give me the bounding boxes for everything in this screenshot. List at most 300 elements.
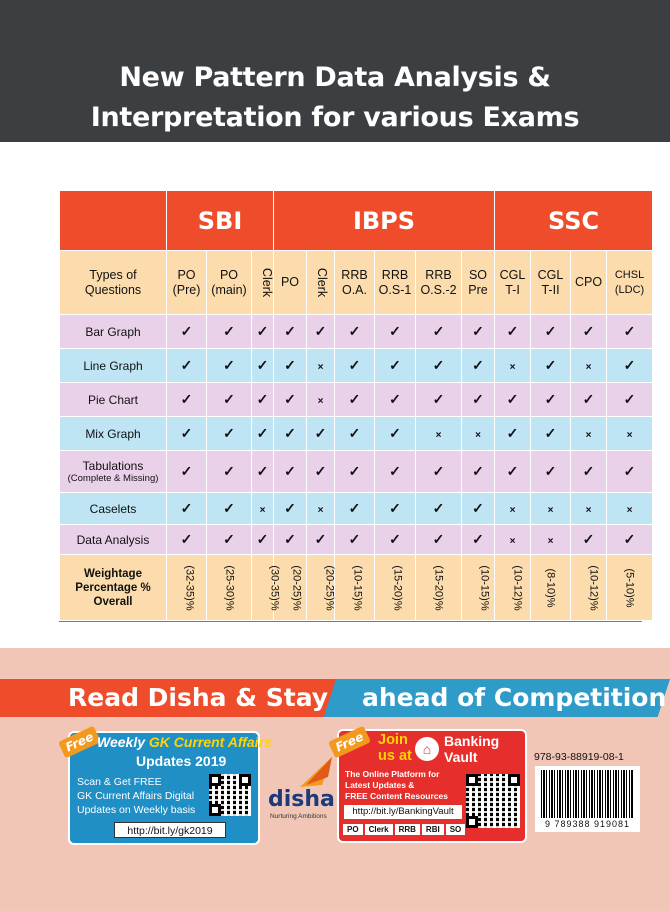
weightage-cell [531,555,571,621]
check-icon [335,315,375,349]
mark-text: ✓ [256,425,269,441]
mark-text: ✓ [223,531,235,547]
weightage-value: (10-15)% [478,564,491,611]
check-icon [167,525,207,555]
banking-vault-text-line: The Online Platform for [345,769,440,779]
check-icon [416,493,462,525]
column-header: CGL T-II [531,251,571,315]
check-icon [375,451,416,493]
table-row [60,525,653,555]
check-icon [335,451,375,493]
qr-finder [508,774,520,786]
exam-table [59,190,653,621]
disha-logo-tagline: Nurturing Ambitions [270,813,327,820]
check-icon [607,349,653,383]
check-icon [571,315,607,349]
weightage-value: (32-35)% [183,564,196,611]
qr-finder [239,774,251,786]
check-icon [416,451,462,493]
check-icon [416,315,462,349]
exam-tag: RBI [422,824,444,835]
check-icon [274,525,307,555]
row-label [60,493,167,525]
check-icon [252,525,274,555]
check-icon [252,315,274,349]
exam-pattern-table [59,190,645,622]
mark-text: ✓ [284,500,296,516]
weightage-cell [375,555,416,621]
gk-card-title-a: Weekly [97,734,145,750]
mark-text: ✓ [180,531,193,547]
banking-vault-text-line: Latest Updates & [345,780,415,790]
check-icon [307,417,335,451]
cross-icon [607,493,653,525]
row-label-text: Caselets [89,501,137,516]
weightage-cell [495,555,531,621]
mark-text: ✓ [582,531,595,547]
check-icon [531,315,571,349]
check-icon [375,525,416,555]
cross-icon [416,417,462,451]
mark-text: ✓ [284,463,296,479]
mark-text: × [547,504,554,516]
mark-text: × [317,504,324,516]
banking-vault-brand: Banking Vault [444,733,500,765]
row-label-text: Line Graph [83,358,143,373]
mark-text: ✓ [180,391,193,407]
column-header [252,251,274,315]
column-header: PO [274,251,307,315]
check-icon [167,383,207,417]
mark-text: × [585,429,592,441]
row-label [60,417,167,451]
mark-text: ✓ [256,391,269,407]
mark-text: ✓ [348,531,361,547]
mark-text: × [626,504,633,516]
mark-text: ✓ [389,463,401,479]
exam-tag: RRB [395,824,420,835]
weightage-cell [416,555,462,621]
mark-text: ✓ [432,357,445,373]
mark-text: ✓ [284,425,296,441]
disha-logo-text: disha [268,787,335,812]
cross-icon [307,349,335,383]
mark-text: ✓ [506,323,519,339]
gk-card-link[interactable]: http://bit.ly/gk2019 [114,822,226,838]
mark-text: ✓ [623,357,636,373]
mark-text: × [585,504,592,516]
check-icon [416,349,462,383]
weightage-value: (15-20)% [391,564,404,611]
row-label-text: Data Analysis [76,532,150,547]
mark-text: ✓ [348,463,361,479]
cross-icon [252,493,274,525]
mark-text: × [509,535,516,547]
mark-text: ✓ [472,500,484,516]
check-icon [167,349,207,383]
mark-text: ✓ [472,391,484,407]
check-icon [416,383,462,417]
row-label-text: Mix Graph [85,426,141,441]
barcode-number: 9 789388 919081 [544,819,631,829]
column-header: CPO [571,251,607,315]
mark-text: × [259,504,266,516]
column-header: PO (Pre) [167,251,207,315]
check-icon [274,383,307,417]
check-icon [531,417,571,451]
mark-text: ✓ [314,323,327,339]
weightage-value: (10-15)% [351,564,364,611]
cross-icon [462,417,495,451]
check-icon [531,383,571,417]
mark-text: ✓ [348,500,361,516]
column-header [307,251,335,315]
weightage-cell [167,555,207,621]
gk-qr-code [209,774,251,816]
check-icon [495,451,531,493]
weightage-value: (10-12)% [511,564,524,611]
mark-text: × [547,535,554,547]
qr-finder [466,774,478,786]
title-line-2: Interpretation for various Exams [90,102,580,133]
weightage-label-line: Percentage % [75,581,151,594]
cross-icon [307,493,335,525]
gk-card-text [77,775,195,817]
cross-icon [607,417,653,451]
mark-text: ✓ [256,357,269,373]
mark-text: ✓ [223,323,235,339]
mark-text: ✓ [432,531,445,547]
corner-cell [60,191,167,251]
mark-text: ✓ [389,391,401,407]
check-icon [335,493,375,525]
cross-icon [531,493,571,525]
gk-card-text-line: Scan & Get FREE [77,776,162,788]
check-icon [167,493,207,525]
weightage-cell [207,555,252,621]
row-sublabel-text: (Complete & Missing) [67,473,159,484]
weightage-cell [307,555,335,621]
table-row [60,383,653,417]
weightage-cell [462,555,495,621]
mark-text: ✓ [284,531,296,547]
mark-text: ✓ [223,425,235,441]
check-icon [495,383,531,417]
check-icon [462,493,495,525]
check-icon [335,525,375,555]
mark-text: ✓ [582,391,595,407]
mark-text: ✓ [389,357,401,373]
check-icon [335,349,375,383]
mark-text: ✓ [544,425,557,441]
row-label-text: Bar Graph [85,324,141,339]
mark-text: ✓ [314,425,327,441]
mark-text: ✓ [432,323,445,339]
mark-text: ✓ [472,463,484,479]
weightage-label-line: Overall [93,595,133,608]
mark-text: ✓ [348,391,361,407]
check-icon [462,383,495,417]
page-title [0,58,670,138]
check-icon [375,383,416,417]
weightage-value: (10-12)% [587,564,600,611]
mark-text: ✓ [180,463,193,479]
weightage-value: (5-10)% [623,567,636,608]
exam-tags [343,824,465,835]
check-icon [531,451,571,493]
check-icon [307,525,335,555]
column-header-text: Clerk [315,267,330,298]
weightage-cell [571,555,607,621]
check-icon [207,451,252,493]
mark-text: ✓ [256,323,269,339]
exam-tag: PO [343,824,363,835]
check-icon [571,525,607,555]
mark-text: ✓ [314,531,327,547]
cross-icon [571,349,607,383]
row-label-text: Tabulations [82,459,144,473]
check-icon [607,451,653,493]
check-icon [207,417,252,451]
check-icon [462,525,495,555]
check-icon [375,349,416,383]
group-header-sbi: SBI [167,191,274,251]
mark-text: ✓ [544,463,557,479]
join-us-label: Join us at [378,732,412,764]
exam-tag: Clerk [365,824,393,835]
column-header: CHSL (LDC) [607,251,653,315]
mark-text: ✓ [432,391,445,407]
free-badge: Free [58,726,101,759]
cross-icon [307,383,335,417]
check-icon [207,383,252,417]
table-row [60,417,653,451]
banking-vault-qr-code [466,774,520,828]
mark-text: ✓ [348,425,361,441]
check-icon [307,315,335,349]
column-header-text: Clerk [260,267,275,298]
cross-icon [495,493,531,525]
check-icon [495,315,531,349]
cross-icon [495,349,531,383]
mark-text: ✓ [223,357,235,373]
check-icon [495,417,531,451]
barcode-bars [541,770,634,818]
mark-text: × [626,429,633,441]
tagline-left: Read Disha & Stay [68,683,329,712]
column-header: RRB O.S-1 [375,251,416,315]
check-icon [274,349,307,383]
check-icon [571,383,607,417]
mark-text: ✓ [284,323,296,339]
mark-text: ✓ [284,357,296,373]
check-icon [274,315,307,349]
check-icon [167,417,207,451]
mark-text: ✓ [223,500,235,516]
weightage-cell [607,555,653,621]
check-icon [462,315,495,349]
check-icon [375,493,416,525]
check-icon [207,349,252,383]
mark-text: ✓ [582,463,595,479]
check-icon [252,383,274,417]
mark-text: ✓ [582,323,595,339]
mark-text: ✓ [544,323,557,339]
cross-icon [495,525,531,555]
banking-vault-text-line: FREE Content Resources [345,791,448,801]
table-row [60,493,653,525]
column-header: PO (main) [207,251,252,315]
weightage-cell [252,555,281,621]
column-header: RRB O.S.-2 [416,251,462,315]
weightage-value: (8-10)% [544,567,557,608]
group-header-ssc: SSC [495,191,653,251]
check-icon [607,383,653,417]
mark-text: ✓ [623,323,636,339]
mark-text: ✓ [544,357,557,373]
mark-text: ✓ [623,531,636,547]
gk-card-subtitle: Updates 2019 [136,753,227,769]
check-icon [167,315,207,349]
weightage-label [60,555,167,621]
mark-text: ✓ [506,391,519,407]
mark-text: ✓ [180,323,193,339]
mark-text: ✓ [389,531,401,547]
check-icon [207,493,252,525]
mark-text: ✓ [223,463,235,479]
gk-card-text-line: Updates on Weekly basis [77,804,196,816]
isbn-number: 978-93-88919-08-1 [534,751,624,763]
mark-text: ✓ [472,531,484,547]
mark-text: ✓ [472,323,484,339]
column-header-row [60,251,653,315]
mark-text: ✓ [389,425,401,441]
row-label [60,451,167,493]
table-row [60,315,653,349]
qr-finder [466,816,478,828]
weightage-value: (30-35)% [268,564,281,611]
row-label-text: Pie Chart [87,392,139,407]
banking-vault-icon: ⌂ [415,737,439,761]
check-icon [252,349,274,383]
isbn-barcode [535,766,640,832]
qr-finder [209,804,221,816]
mark-text: × [317,361,324,373]
row-label [60,315,167,349]
check-icon [571,451,607,493]
mark-text: ✓ [544,391,557,407]
mark-text: ✓ [432,463,445,479]
mark-text: ✓ [432,500,445,516]
check-icon [274,417,307,451]
mark-text: ✓ [348,323,361,339]
mark-text: ✓ [348,357,361,373]
mark-text: ✓ [623,463,636,479]
mark-text: × [509,361,516,373]
mark-text: × [317,395,324,407]
mark-text: ✓ [256,531,269,547]
check-icon [274,451,307,493]
group-header-ibps: IBPS [274,191,495,251]
check-icon [274,493,307,525]
weightage-row [60,555,653,621]
table-row [60,349,653,383]
weightage-value: (20-25)% [323,564,336,611]
row-header-label: Types of Questions [60,251,167,315]
exam-tag: SO [446,824,466,835]
column-header: CGL T-I [495,251,531,315]
mark-text: ✓ [506,425,519,441]
mark-text: ✓ [623,391,636,407]
mark-text: ✓ [256,463,269,479]
check-icon [607,315,653,349]
row-label [60,525,167,555]
mark-text: ✓ [180,425,193,441]
mark-text: ✓ [180,500,193,516]
column-header: RRB O.A. [335,251,375,315]
mark-text: ✓ [389,500,401,516]
row-label [60,383,167,417]
mark-text: ✓ [284,391,296,407]
mark-text: ✓ [472,357,484,373]
mark-text: ✓ [223,391,235,407]
check-icon [375,417,416,451]
mark-text: × [585,361,592,373]
gk-card-text-line: GK Current Affairs Digital [77,790,195,802]
qr-finder [209,774,221,786]
title-line-1: New Pattern Data Analysis & [119,62,551,93]
mark-text: × [435,429,442,441]
check-icon [207,315,252,349]
row-label [60,349,167,383]
mark-text: ✓ [180,357,193,373]
mark-text: × [509,504,516,516]
mark-text: ✓ [506,463,519,479]
weightage-value: (25-30)% [223,564,236,611]
banking-vault-link[interactable]: http://bit.ly/BankingVault [344,805,462,819]
check-icon [167,451,207,493]
cross-icon [571,493,607,525]
check-icon [335,383,375,417]
check-icon [252,451,274,493]
check-icon [416,525,462,555]
check-icon [207,525,252,555]
weightage-value: (20-25)% [290,564,303,611]
check-icon [607,525,653,555]
column-header: SO Pre [462,251,495,315]
check-icon [462,451,495,493]
tagline-right: ahead of Competition [362,683,667,712]
cross-icon [571,417,607,451]
table-row [60,451,653,493]
check-icon [375,315,416,349]
mark-text: × [475,429,481,441]
check-icon [462,349,495,383]
mark-text: ✓ [314,463,327,479]
check-icon [335,417,375,451]
mark-text: ✓ [389,323,401,339]
banking-vault-text [345,769,460,802]
weightage-cell [335,555,375,621]
free-badge: Free [328,726,371,759]
weightage-value: (15-20)% [432,564,445,611]
gk-card-title-b: GK Current Affairs [148,734,272,750]
check-icon [531,349,571,383]
cross-icon [531,525,571,555]
check-icon [252,417,274,451]
check-icon [307,451,335,493]
gk-card-title [97,734,272,750]
